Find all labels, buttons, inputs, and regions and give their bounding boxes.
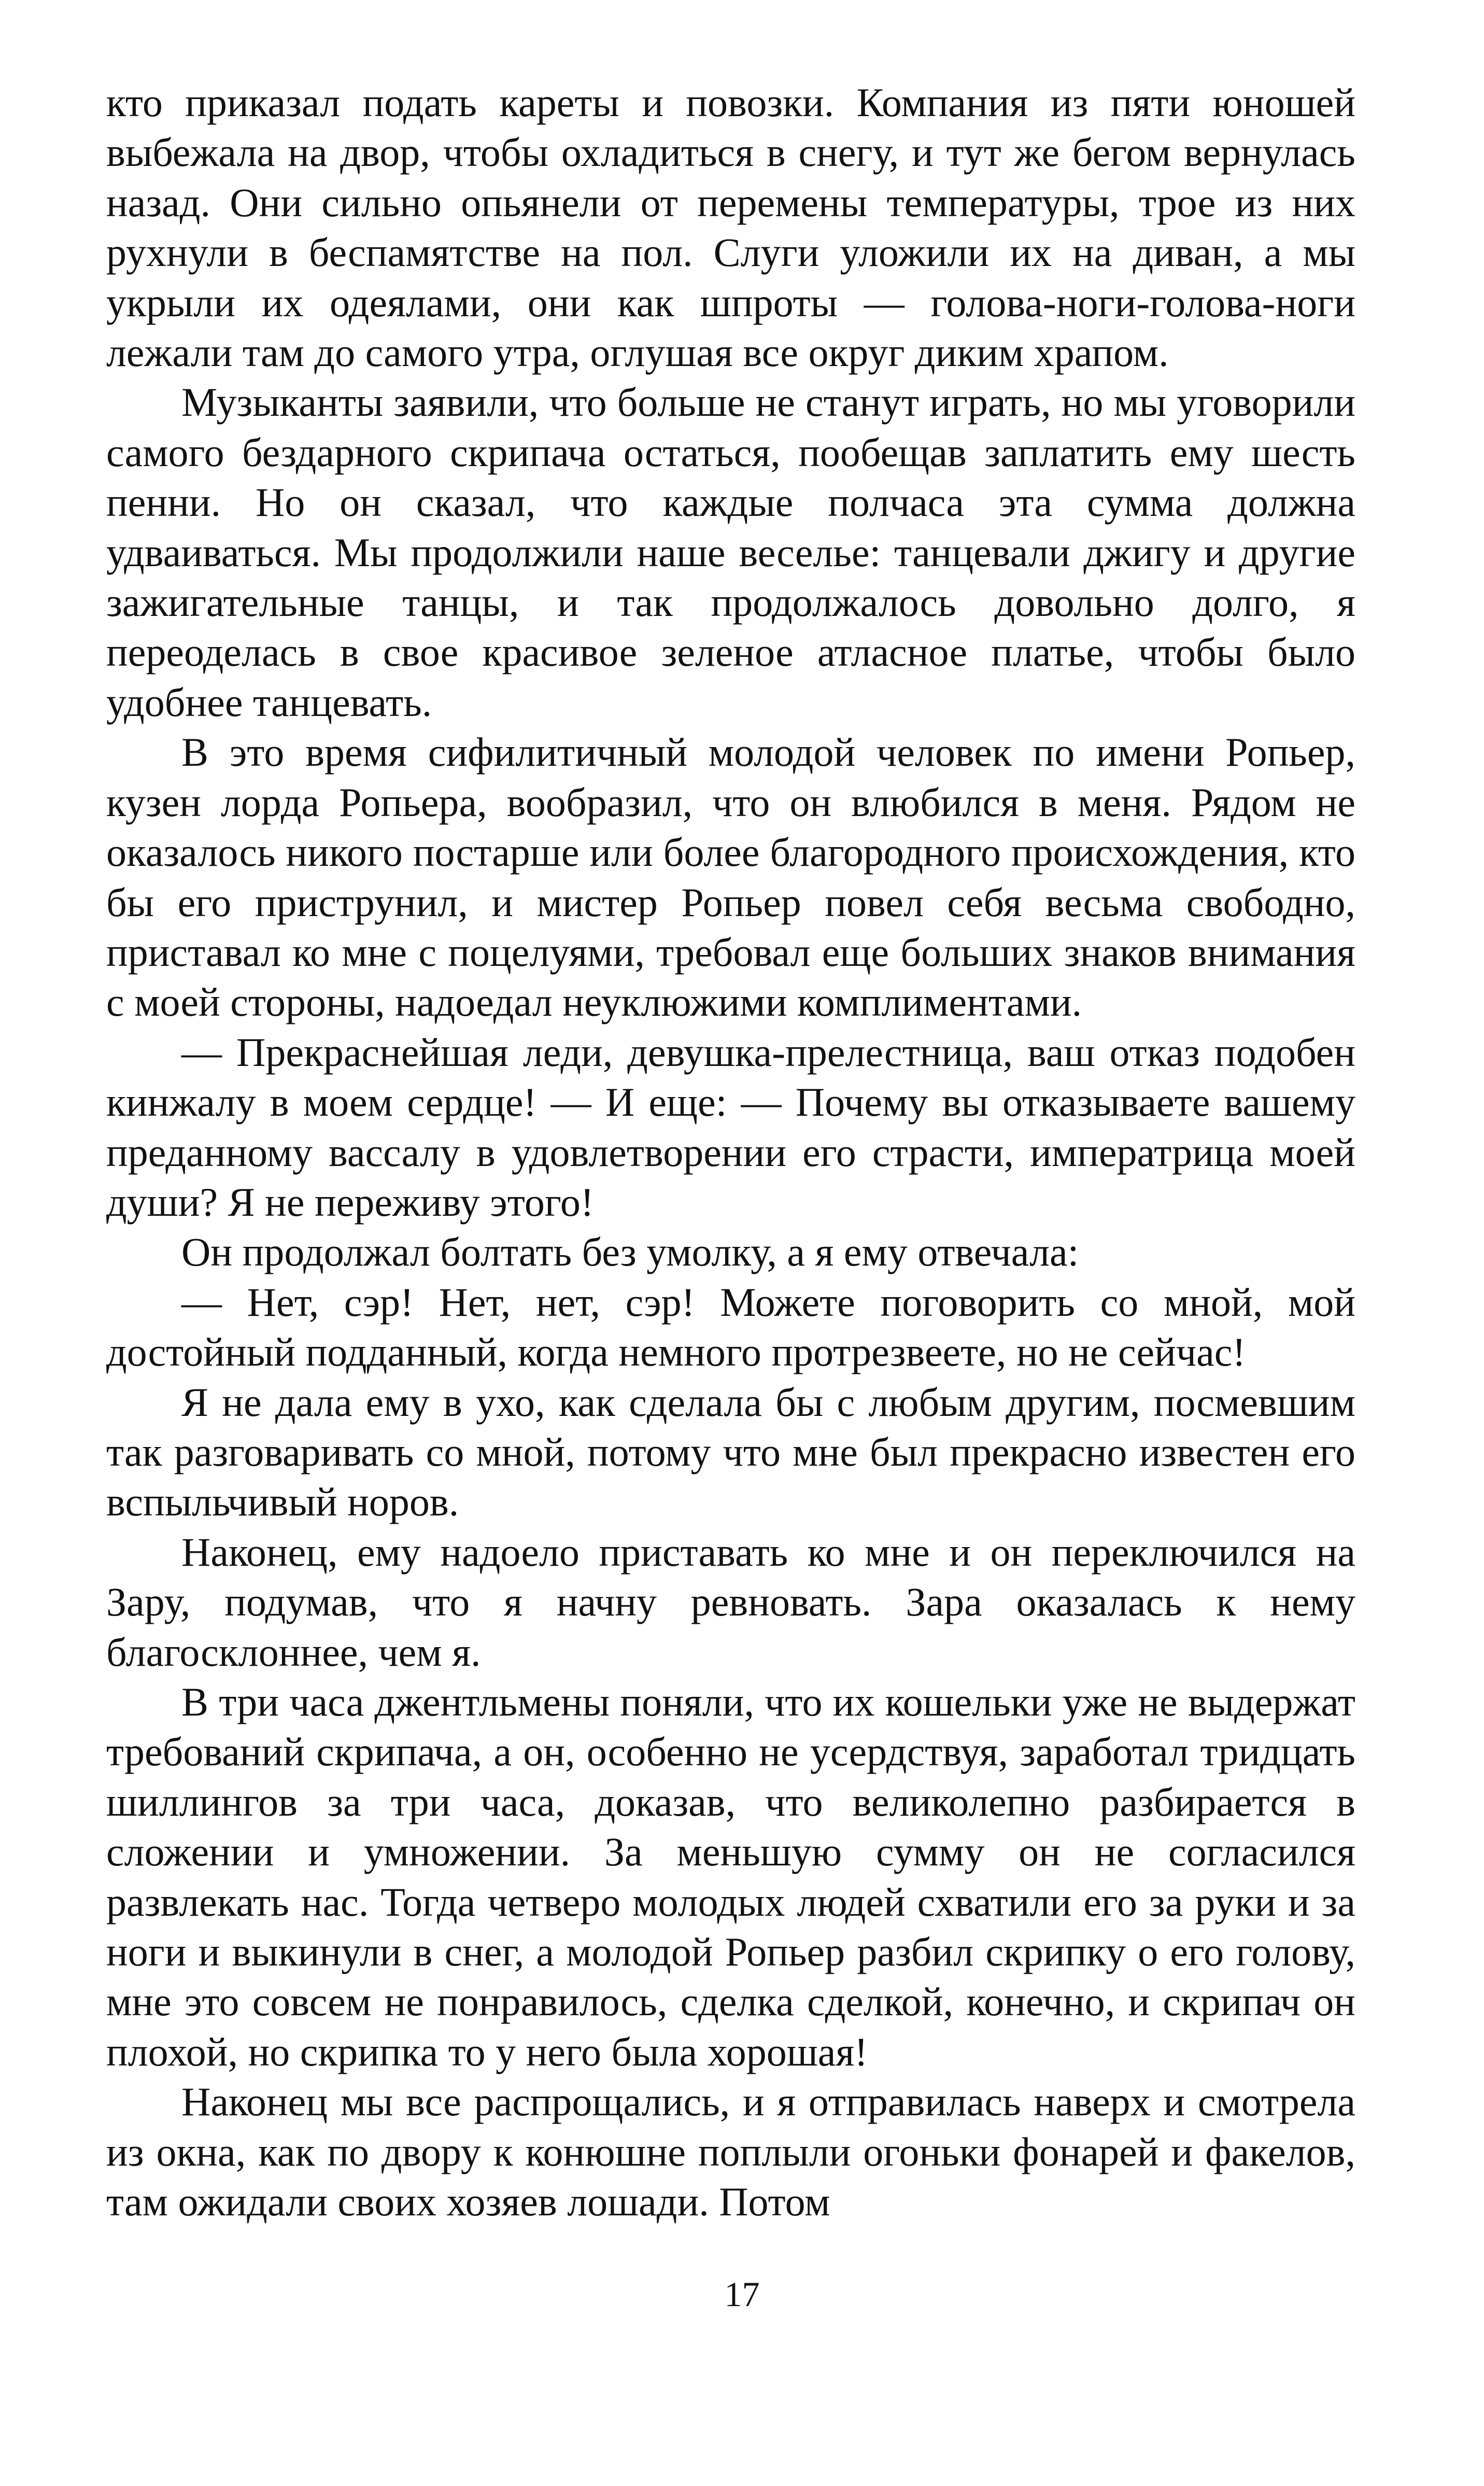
- page-body: [106, 78, 1355, 2227]
- paragraph-1: кто приказал подать кареты и повозки. Компания из пяти юношей выбежала на двор, чтобы охладиться в снегу, и тут же бегом вернулась назад. Они сильно опьянели от перемены температуры, трое из них рухнули в беспамятстве на пол. Слуги уложили их на диван, а мы укрыли их одеялами, они как шпроты — голова-ноги-голова-ноги лежали там до самого утра, оглушая все округ диким храпом.: [106, 80, 1355, 375]
- paragraph-2: Музыканты заявили, что больше не станут играть, но мы уговорили самого бездарного скрипача остаться, пообещав заплатить ему шесть пенни. Но он сказал, что каждые полчаса эта сумма должна удваиваться. Мы продолжили наше веселье: танцевали джигу и другие зажигательные танцы, и так продолжалось довольно долго, я переоделась в свое красивое зеленое атласное платье, чтобы было удобнее танцевать.: [106, 380, 1355, 725]
- paragraph-6: — Нет, сэр! Нет, нет, сэр! Можете поговорить со мной, мой достойный подданный, когда немного протрезвеете, но не сейчас!: [106, 1279, 1355, 1375]
- paragraph-9: В три часа джентльмены поняли, что их кошельки уже не выдержат требований скрипача, а он, особенно не усердствуя, заработал тридцать шиллингов за три часа, доказав, что великолепно разбирается в сложении и умножении. За меньшую сумму он не согласился развлекать нас. Тогда четверо молодых людей схватили его за руки и за ноги и выкинули в снег, а молодой Ропьер разбил скрипку о его голову, мне это совсем не понравилось, сделка сделкой, конечно, и скрипач он плохой, но скрипка то у него была хорошая!: [106, 1679, 1355, 2074]
- paragraph-10: Наконец мы все распрощались, и я отправилась наверх и смотрела из окна, как по двору к конюшне поплыли огоньки фонарей и факелов, там ожидали своих хозяев лошади. Потом: [106, 2079, 1355, 2225]
- paragraph-3: В это время сифилитичный молодой человек по имени Ропьер, кузен лорда Ропьера, вообразил, что он влюбился в меня. Рядом не оказалось никого постарше или более благородного происхождения, кто бы его приструнил, и мистер Ропьер повел себя весьма свободно, приставал ко мне с поцелуями, требовал еще больших знаков внимания с моей стороны, надоедал неуклюжими комплиментами.: [106, 729, 1355, 1025]
- paragraph-4: — Прекраснейшая леди, девушка-прелестница, ваш отказ подобен кинжалу в моем сердце! — И еще: — Почему вы отказываете вашему преданному вассалу в удовлетворении его страсти, императрица моей души? Я не переживу этого!: [106, 1029, 1355, 1225]
- paragraph-5: Он продолжал болтать без умолку, а я ему отвечала:: [181, 1229, 1079, 1275]
- paragraph-7: Я не дала ему в ухо, как сделала бы с любым другим, посмевшим так разговаривать со мной, потому что мне был прекрасно известен его вспыльчивый норов.: [106, 1379, 1355, 1525]
- page-number: 17: [724, 2274, 760, 2314]
- paragraph-8: Наконец, ему надоело приставать ко мне и он переключился на Зару, подумав, что я начну ревновать. Зара оказалась к нему благосклоннее, чем я.: [106, 1529, 1355, 1675]
